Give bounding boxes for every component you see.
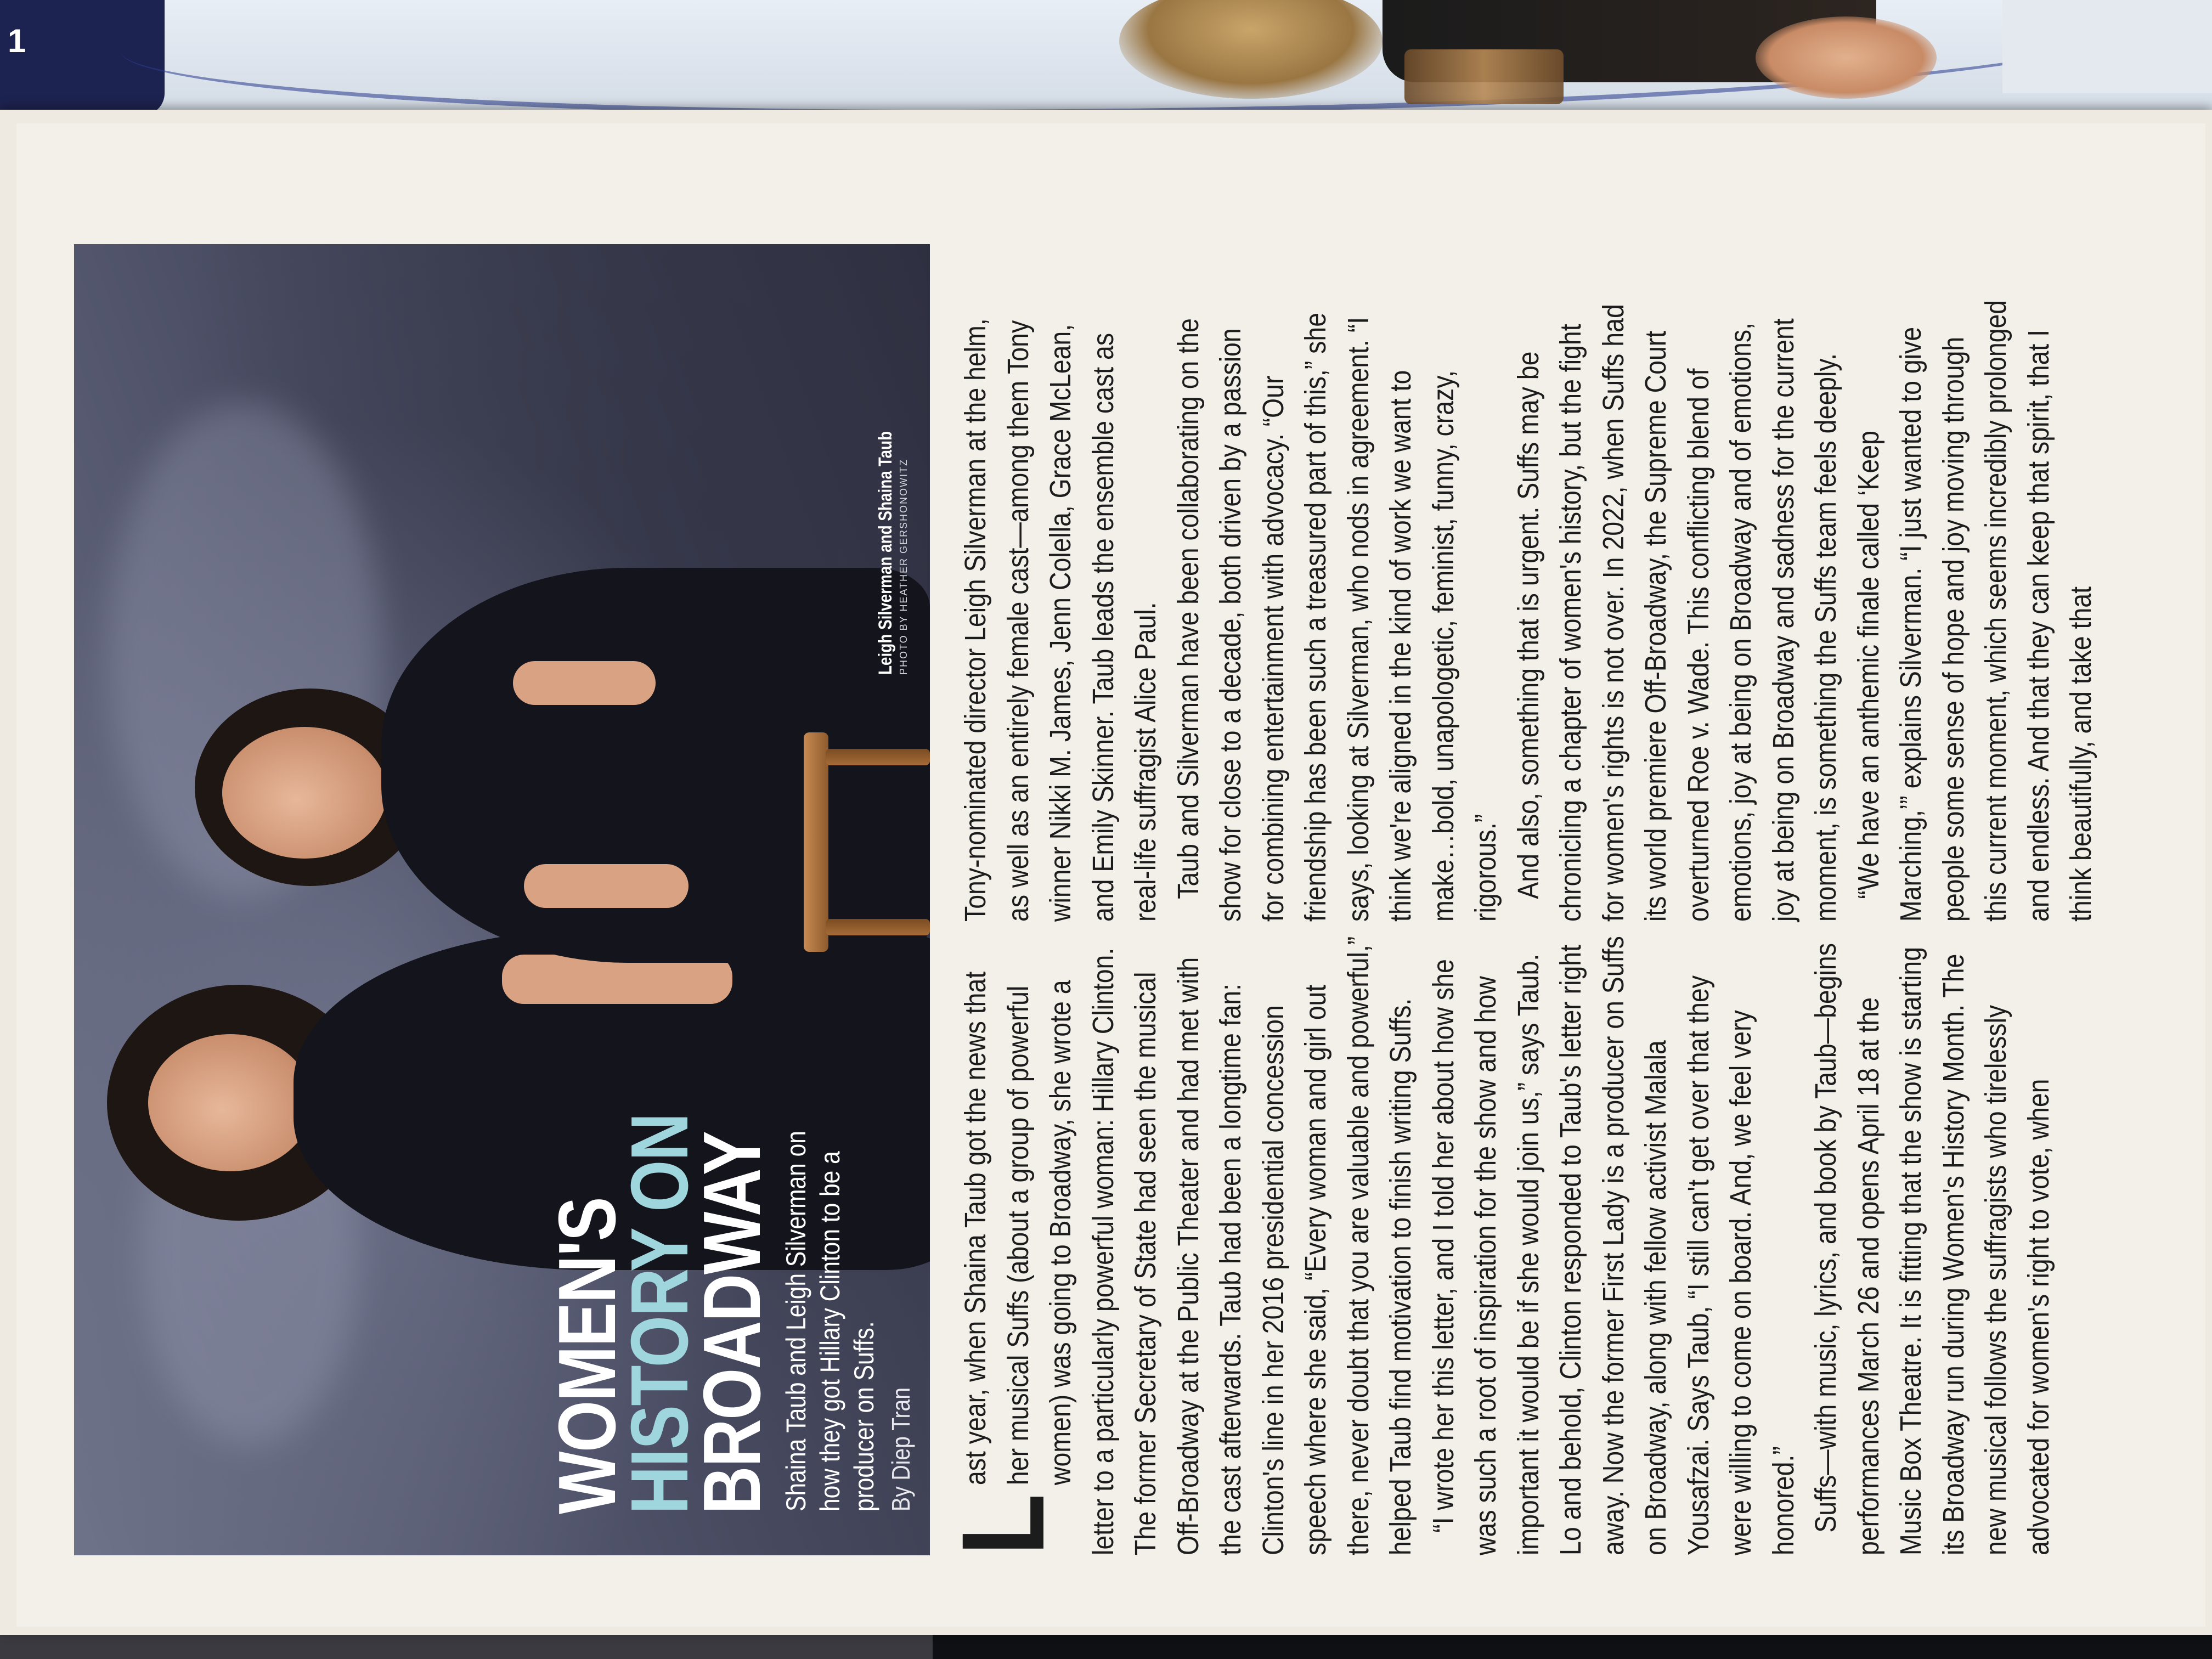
table-edge [933,1632,2212,1659]
article-headline [542,974,777,1514]
paragraph: And also, something that is urgent. Suffs may be chronicling a chapter of women's history, but the fight for women's rights is not over. In 2022, when Suffs had its world premiere Off-Broadway, the Supreme Court overturned Roe v. Wade. This conflicting blend of emotions, joy at being on Broadway and of emotions, joy at being on Broadway and sadness for the current moment, is something the Suffs team feels deeply. [1511,304,1842,922]
hero-photo [74,244,930,1555]
stool [804,732,828,952]
article-byline: By Diep Tran [887,1387,915,1511]
stool-leg [826,749,930,765]
magazine-page-frame [0,110,2212,1635]
magazine-cover-right-edge [2002,0,2212,93]
background-hand [1756,16,1937,99]
paragraph: Tony-nominated director Leigh Silverman at the helm, as well as an entirely female cast—among them Tony winner Nikki M. James, Jenn Colella, Grace McLean, and Emily Skinner. Taub leads the ensemble cast as real-life suffragist Alice Paul. [959,318,1162,922]
paragraph: “I wrote her this letter, and I told her about how she was such a root of inspiration for the show and how important it would be if she would join us,” says Taub. Lo and behold, Clinton responded to Taub's letter right away. Now the former First Lady is a producer on Suffs on Broadway, along with fellow activist Malala Yousafzai. Says Taub, “I still can't get over that they were willing to come on board. And, we feel very honored.” [1426,936,1800,1555]
paragraph: L ast year, when Shaina Taub got the news that her musical Suffs (about a group of powerful women) was going to Broadway, she wrote a letter to a particularly powerful woman: Hillary Clinton. The former Secretary of State had seen the musical Off-Broadway at the Public Theater and had met with the cast afterwards. Taub had been a longtime fan: Clinton's line in her 2016 presidential concession speech where she said, “Every woman and girl out there, never doubt that you are valuable and powerful,” helped Taub find motivation to finish writing Suffs. [938,936,1417,1555]
magazine-page [16,123,2205,1627]
article-dek: Shaina Taub and Leigh Silverman on how they got Hillary Clinton to be a producer on Suffs. [781,1131,879,1511]
photo-credit: PHOTO BY HEATHER GERSHONOWITZ [898,458,909,675]
background-scene-bottom [0,1632,2212,1659]
photo-caption: Leigh Silverman and Shaina Taub [875,431,896,675]
drop-cap: L [938,1493,1069,1555]
paragraph: Taub and Silverman have been collaborating on the show for close to a decade, both driven by a passion for combining entertainment with advocacy. “Our friendship has been such a treasured part of this,” she says, looking at Silverman, who nods in agreement. “I think we're aligned in the kind of work we want to make…bold, unapologetic, feminist, funny, crazy, rigorous.” [1171,312,1502,922]
headline-line-3: BROADWAY [687,1131,777,1514]
body-column-left [938,933,2060,1555]
headline-line-1: WOMEN'S [542,1198,633,1514]
stool-leg [826,919,930,935]
corner-glyph: 1 [8,22,26,59]
body-column-right [955,299,2103,922]
headline-line-2: HISTORY ON [614,1114,705,1514]
paragraph: Suffs—with music, lyrics, and book by Taub—begins performances March 26 and opens April 18 at the Music Box Theatre. It is fitting that the show is starting its Broadway run during Women's History Month. The new musical follows the suffragists who tirelessly advocated for women's right to vote, when [1809,943,2055,1555]
paragraph: “We have an anthemic finale called ‘Keep Marching,’” explains Silverman. “I just wanted to give people some sense of hope and joy moving through this current moment, which seems incredibly prolonged and endless. And that they can keep that spirit, that I think beautifully, and take that [1852,300,2097,922]
background-glass [1404,49,1564,104]
